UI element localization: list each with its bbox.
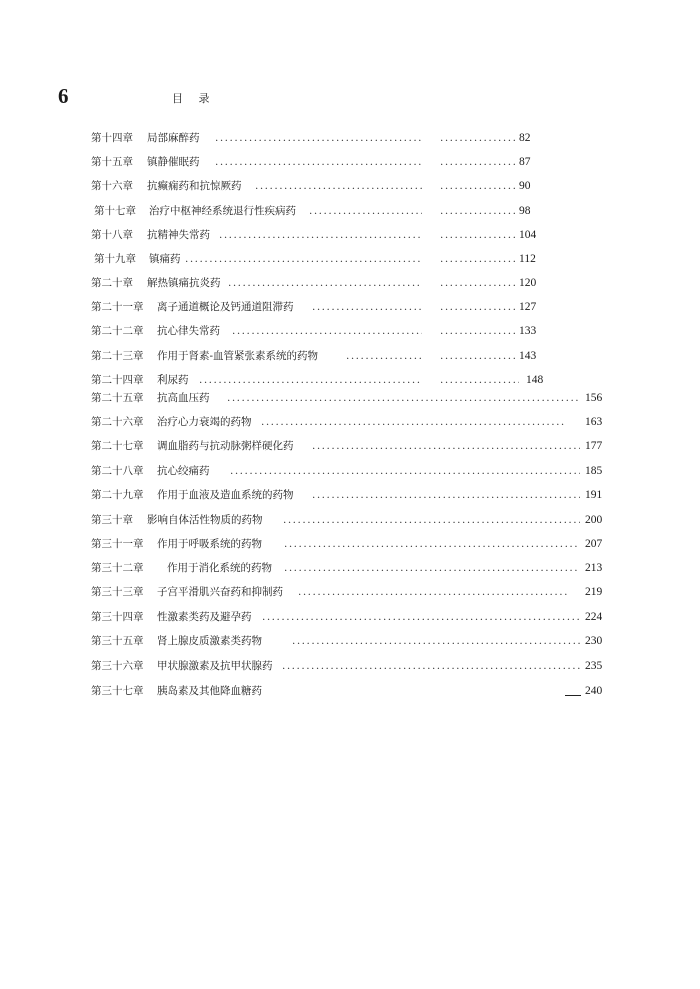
toc-chapter-title: 抗癫痫药和抗惊厥药 — [147, 180, 242, 192]
toc-chapter-title: 甲状腺激素及抗甲状腺药 — [157, 660, 273, 672]
toc-page-number: 148 — [526, 374, 544, 386]
toc-chapter-number: 第三十七章 — [91, 685, 144, 697]
toc-chapter-number: 第二十一章 — [91, 301, 144, 313]
toc-chapter-number: 第十五章 — [91, 156, 133, 168]
toc-chapter-title: 治疗心力衰竭的药物 — [157, 416, 252, 428]
toc-chapter-title: 抗高血压药 — [157, 392, 210, 404]
toc-chapter-number: 第二十五章 — [91, 392, 144, 404]
toc-page-number: 133 — [519, 325, 537, 337]
toc-entry — [0, 584, 700, 600]
toc-chapter-title: 局部麻醉药 — [147, 132, 200, 144]
toc-leader-dots — [219, 227, 422, 243]
toc-leader-dots — [292, 633, 580, 649]
toc-chapter-number: 第十四章 — [91, 132, 133, 144]
toc-leader-dots — [227, 390, 580, 406]
toc-chapter-number: 第三十四章 — [91, 611, 144, 623]
toc-chapter-number: 第三十五章 — [91, 635, 144, 647]
toc-page-number: 156 — [585, 392, 603, 404]
toc-chapter-title: 解热镇痛抗炎药 — [147, 277, 221, 289]
toc-page-number: 143 — [519, 350, 537, 362]
toc-chapter-title: 离子通道概论及钙通道阻滞药 — [157, 301, 294, 313]
toc-chapter-title: 镇静催眠药 — [147, 156, 200, 168]
toc-page-number: 235 — [585, 660, 603, 672]
toc-entry — [0, 251, 700, 267]
toc-chapter-title: 利尿药 — [157, 374, 189, 386]
toc-leader-dots — [309, 203, 422, 219]
toc-chapter-number: 第三十三章 — [91, 586, 144, 598]
toc-chapter-number: 第二十六章 — [91, 416, 144, 428]
toc-page-number: 90 — [519, 180, 531, 192]
toc-leader-dots — [284, 560, 580, 576]
toc-entry — [0, 323, 700, 339]
toc-entry — [0, 633, 700, 649]
toc-chapter-title: 肾上腺皮质激素类药物 — [157, 635, 262, 647]
toc-leader-dots — [440, 227, 515, 243]
toc-leader-dots — [312, 299, 422, 315]
toc-leader-dots — [185, 251, 422, 267]
toc-chapter-number: 第十九章 — [94, 253, 136, 265]
toc-page-number: 230 — [585, 635, 603, 647]
toc-entry — [0, 178, 700, 194]
page-number: 6 — [58, 84, 69, 108]
toc-page-number: 163 — [585, 416, 603, 428]
toc-leader-dots — [440, 323, 515, 339]
toc-entry — [0, 203, 700, 219]
toc-page-number: 82 — [519, 132, 531, 144]
toc-chapter-number: 第二十三章 — [91, 350, 144, 362]
toc-page-number: 240 — [585, 685, 603, 697]
toc-entry — [0, 372, 700, 388]
toc-leader-dots — [440, 372, 519, 388]
toc-leader-dots — [199, 372, 422, 388]
toc-leader-dots — [312, 487, 580, 503]
toc-leader-dots — [440, 275, 515, 291]
toc-leader-dots — [298, 584, 568, 600]
toc-chapter-number: 第二十七章 — [91, 440, 144, 452]
toc-underline-mark — [565, 683, 581, 696]
toc-page-number: 87 — [519, 156, 531, 168]
toc-entry — [0, 560, 700, 576]
toc-chapter-number: 第三十二章 — [91, 562, 144, 574]
toc-page-number: 127 — [519, 301, 537, 313]
toc-entry — [0, 390, 700, 406]
toc-chapter-number: 第二十八章 — [91, 465, 144, 477]
toc-entry — [0, 463, 700, 479]
toc-chapter-number: 第二十二章 — [91, 325, 144, 337]
toc-chapter-title: 子宫平滑肌兴奋药和抑制药 — [157, 586, 283, 598]
toc-chapter-title: 作用于肾素-血管紧张素系统的药物 — [157, 350, 319, 362]
toc-page-number: 185 — [585, 465, 603, 477]
toc-leader-dots — [215, 130, 422, 146]
toc-page-number: 112 — [519, 253, 536, 265]
toc-entry — [0, 154, 700, 170]
toc-chapter-title: 抗精神失常药 — [147, 229, 210, 241]
toc-leader-dots — [283, 512, 580, 528]
toc-chapter-title: 胰岛素及其他降血糖药 — [157, 685, 262, 697]
toc-chapter-number: 第十八章 — [91, 229, 133, 241]
toc-chapter-title: 治疗中枢神经系统退行性疾病药 — [149, 205, 296, 217]
toc-leader-dots — [440, 348, 515, 364]
toc-leader-dots — [440, 299, 515, 315]
toc-page-number: 191 — [585, 489, 603, 501]
toc-page-number: 104 — [519, 229, 537, 241]
toc-leader-dots — [230, 463, 580, 479]
toc-entry — [0, 130, 700, 146]
toc-chapter-number: 第三十章 — [91, 514, 133, 526]
toc-entry — [0, 658, 700, 674]
toc-chapter-number: 第十七章 — [94, 205, 136, 217]
toc-chapter-title: 作用于呼吸系统的药物 — [157, 538, 262, 550]
toc-entry — [0, 487, 700, 503]
toc-entry — [0, 536, 700, 552]
toc-leader-dots — [284, 536, 580, 552]
toc-leader-dots — [255, 178, 422, 194]
toc-entry — [0, 438, 700, 454]
toc-page-number: 200 — [585, 514, 603, 526]
toc-page-number: 177 — [585, 440, 603, 452]
toc-chapter-title: 调血脂药与抗动脉粥样硬化药 — [157, 440, 294, 452]
toc-chapter-title: 抗心律失常药 — [157, 325, 220, 337]
toc-leader-dots — [440, 178, 515, 194]
toc-entry — [0, 348, 700, 364]
toc-page-number: 224 — [585, 611, 603, 623]
toc-leader-dots — [312, 438, 580, 454]
page-header-title: 目 录 — [172, 92, 216, 105]
toc-entry — [0, 683, 700, 699]
toc-leader-dots — [440, 203, 515, 219]
toc-entry — [0, 299, 700, 315]
toc-page-number: 213 — [585, 562, 603, 574]
toc-leader-dots — [440, 154, 515, 170]
toc-chapter-title: 镇痛药 — [149, 253, 181, 265]
toc-entry — [0, 275, 700, 291]
toc-leader-dots — [346, 348, 422, 364]
toc-leader-dots — [232, 323, 422, 339]
toc-chapter-title: 影响自体活性物质的药物 — [147, 514, 263, 526]
toc-chapter-title: 性激素类药及避孕药 — [157, 611, 252, 623]
toc-page-number: 120 — [519, 277, 537, 289]
toc-leader-dots — [440, 251, 515, 267]
toc-leader-dots — [262, 609, 580, 625]
toc-leader-dots — [282, 658, 580, 674]
toc-chapter-number: 第二十章 — [91, 277, 133, 289]
toc-chapter-title: 抗心绞痛药 — [157, 465, 210, 477]
toc-entry — [0, 414, 700, 430]
toc-chapter-title: 作用于血液及造血系统的药物 — [157, 489, 294, 501]
toc-entry — [0, 609, 700, 625]
toc-chapter-number: 第三十一章 — [91, 538, 144, 550]
toc-chapter-number: 第三十六章 — [91, 660, 144, 672]
toc-page-number: 219 — [585, 586, 603, 598]
toc-entry — [0, 512, 700, 528]
toc-chapter-title: 作用于消化系统的药物 — [167, 562, 272, 574]
toc-leader-dots — [261, 414, 564, 430]
toc-entry — [0, 227, 700, 243]
toc-leader-dots — [440, 130, 515, 146]
toc-chapter-number: 第十六章 — [91, 180, 133, 192]
toc-chapter-number: 第二十四章 — [91, 374, 144, 386]
toc-page-number: 207 — [585, 538, 603, 550]
toc-leader-dots — [215, 154, 422, 170]
toc-page-number: 98 — [519, 205, 531, 217]
toc-leader-dots — [228, 275, 422, 291]
toc-chapter-number: 第二十九章 — [91, 489, 144, 501]
